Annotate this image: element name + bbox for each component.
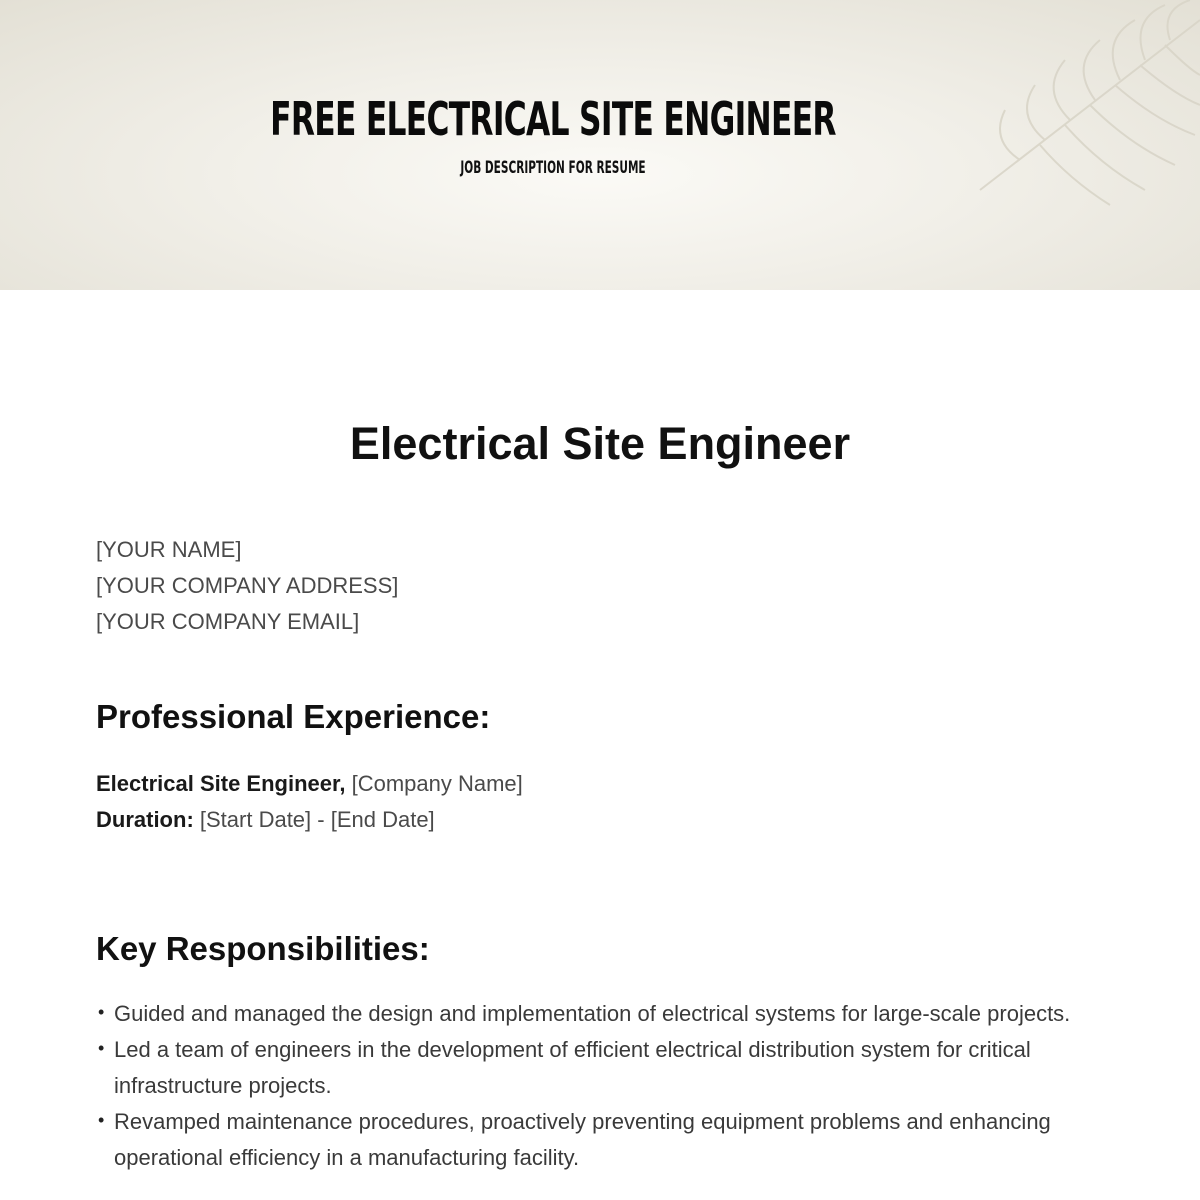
list-item: • Revamped maintenance procedures, proactively preventing equipment problems and enhancing operational efficiency in a manufacturing facility.: [96, 1104, 1096, 1176]
experience-heading: Professional Experience:: [96, 698, 491, 735]
experience-role-line: [96, 766, 523, 802]
responsibilities-heading: Key Responsibilities:: [96, 930, 430, 967]
experience-block: [96, 766, 523, 838]
contact-email: [YOUR COMPANY EMAIL]: [96, 609, 360, 634]
palm-leaf-decoration: [940, 0, 1200, 290]
banner-title: FREE ELECTRICAL SITE ENGINEER: [270, 92, 836, 146]
contact-name: [YOUR NAME]: [96, 537, 242, 562]
role-label: Electrical Site Engineer,: [96, 771, 346, 796]
list-item: • Guided and managed the design and implementation of electrical systems for large-scale projects.: [96, 996, 1096, 1032]
responsibilities-list: [96, 996, 1096, 1176]
duration-value: [Start Date] - [End Date]: [199, 807, 435, 832]
banner-subtitle: JOB DESCRIPTION FOR RESUME: [460, 158, 646, 178]
duration-label: Duration:: [96, 807, 194, 832]
document-title: Electrical Site Engineer: [349, 418, 851, 469]
experience-duration-line: [96, 802, 523, 838]
company-name: [Company Name]: [351, 771, 523, 796]
contact-block: [96, 532, 398, 640]
header-banner: [0, 0, 1200, 290]
contact-address: [YOUR COMPANY ADDRESS]: [96, 573, 399, 598]
list-item: • Led a team of engineers in the development of efficient electrical distribution system for critical infrastructure projects.: [96, 1032, 1096, 1104]
